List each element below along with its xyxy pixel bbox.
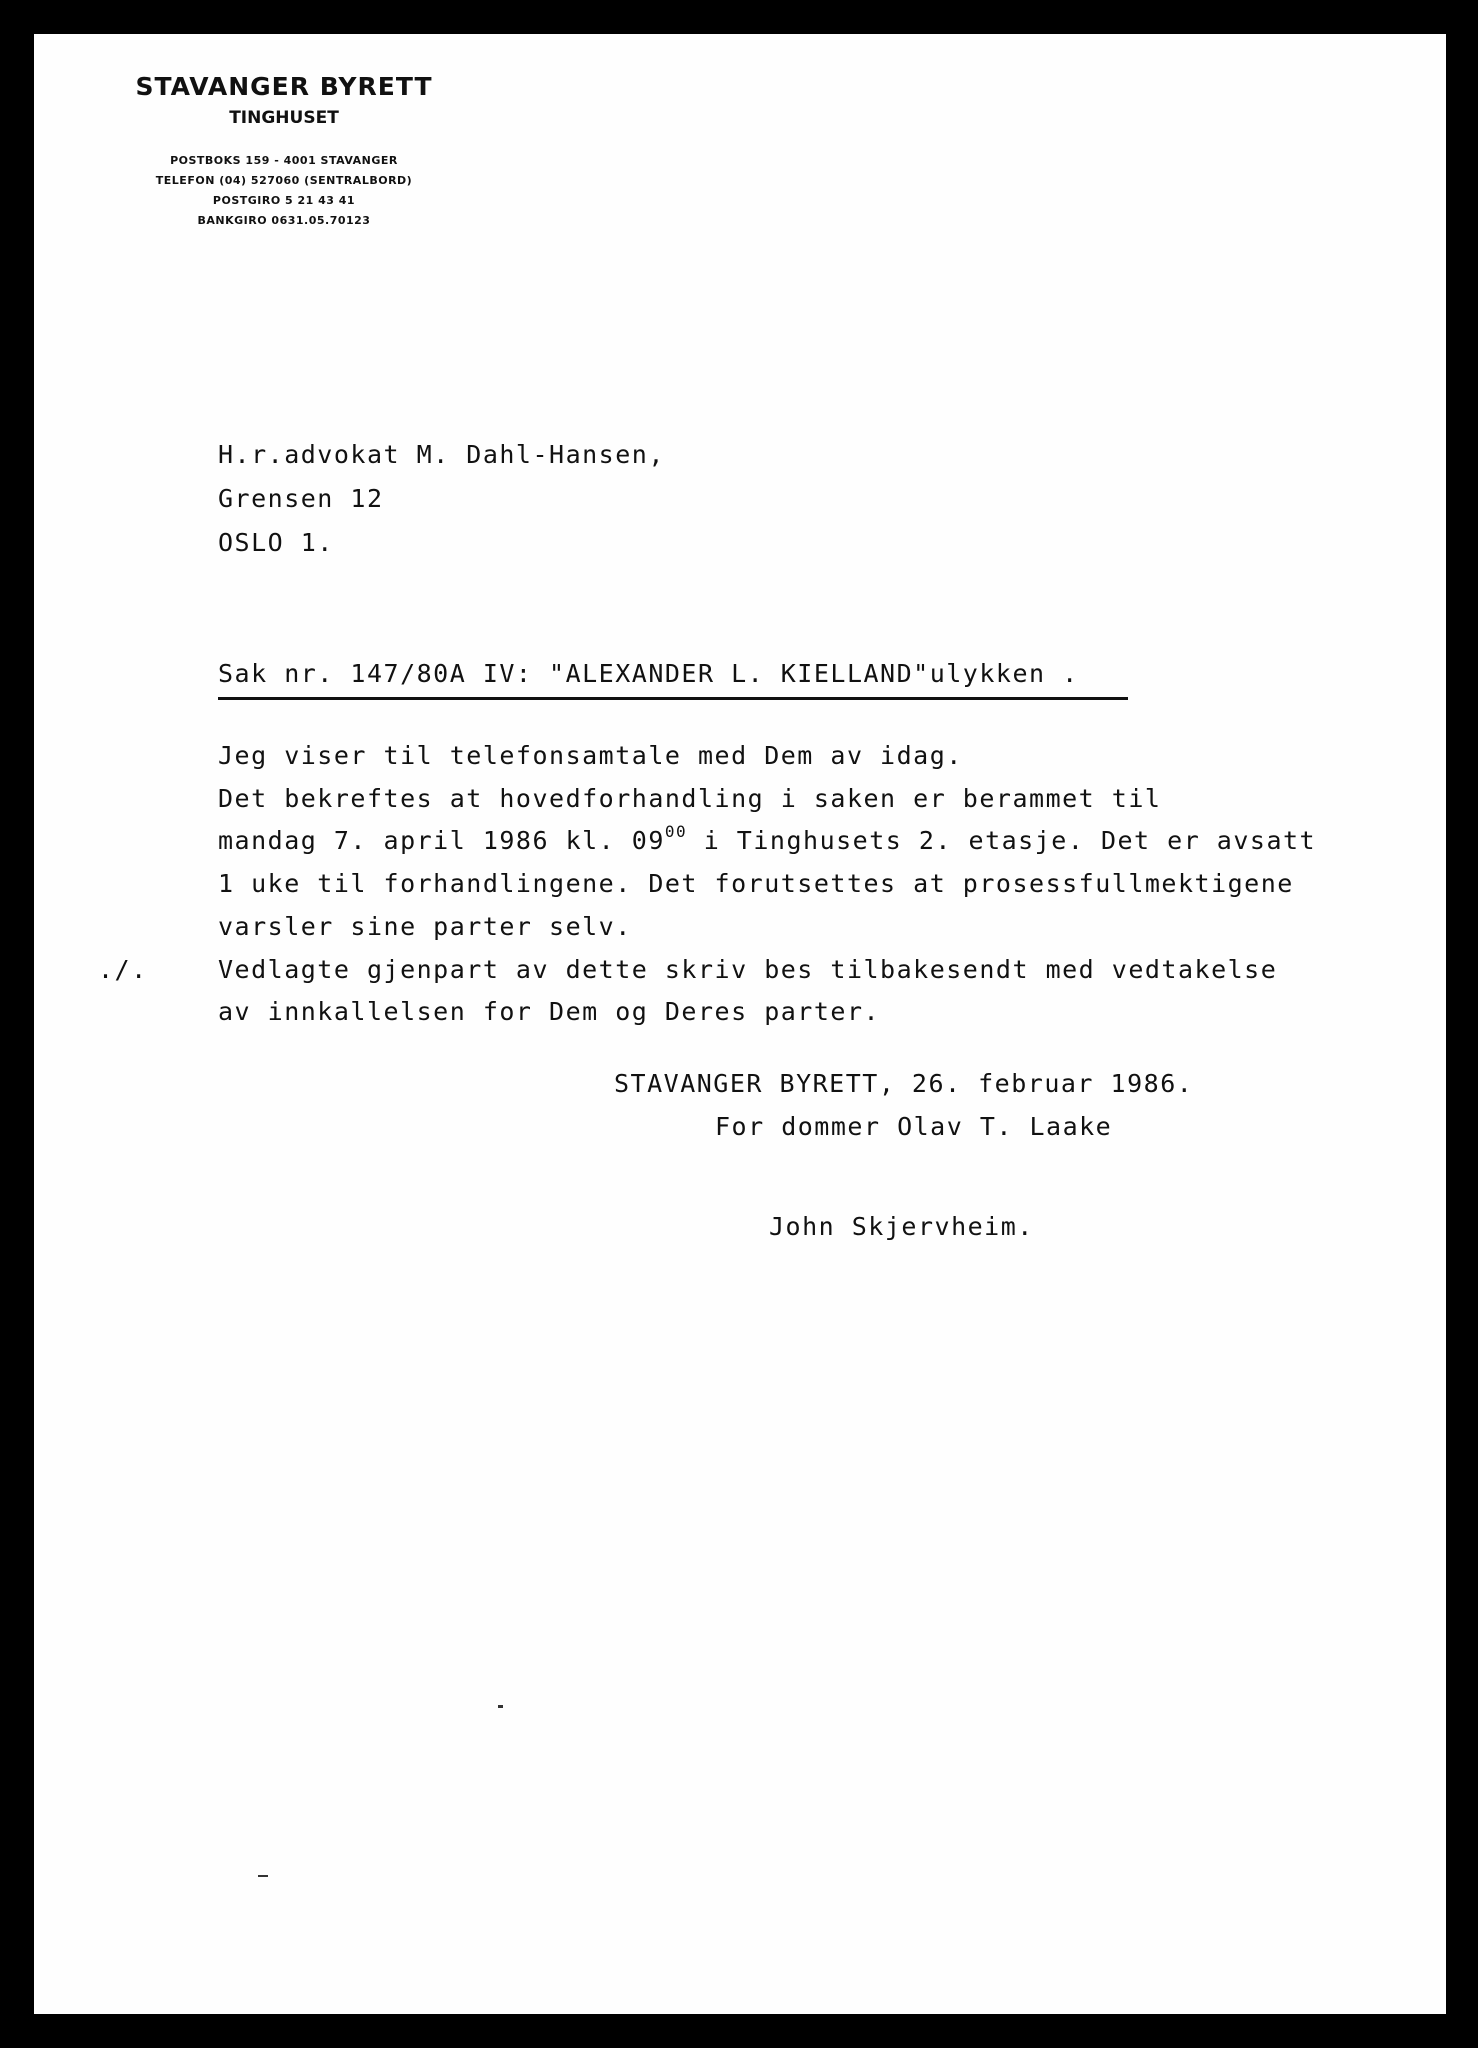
letter-page xyxy=(34,34,1446,2014)
subject-line: Sak nr. 147/80A IV: "ALEXANDER L. KIELLAND"ulykken . xyxy=(218,659,1079,688)
letterhead-bankgiro: BANKGIRO 0631.05.70123 xyxy=(197,214,371,227)
body-line-1: Jeg viser til telefonsamtale med Dem av idag. xyxy=(218,741,963,770)
letterhead-name: STAVANGER BYRETT xyxy=(135,72,433,101)
address-recipient: H.r.advokat M. Dahl-Hansen, xyxy=(218,440,665,469)
closing-place-date: STAVANGER BYRETT, 26. februar 1986. xyxy=(614,1069,1194,1098)
letterhead-postgiro: POSTGIRO 5 21 43 41 xyxy=(212,194,356,207)
letterhead-phone: TELEFON (04) 527060 (SENTRALBORD) xyxy=(155,174,413,187)
enclosure-mark: ./. xyxy=(98,955,148,984)
letterhead-subtitle: TINGHUSET xyxy=(229,108,339,128)
address-city: OSLO 1. xyxy=(218,528,334,557)
body-line-6: Vedlagte gjenpart av dette skriv bes tilbakesendt med vedtakelse xyxy=(218,955,1278,984)
time-superscript: 00 xyxy=(664,822,688,841)
body-line-3: mandag 7. april 1986 kl. $09^{00}$ i Tinghusets 2. etasje. Det er avsatt xyxy=(218,822,1317,855)
subject-underline xyxy=(218,697,1128,700)
body-line-4: 1 uke til forhandlingene. Det forutsettes at prosessfullmektigene xyxy=(218,869,1294,898)
scan-speck xyxy=(498,1705,503,1708)
address-street: Grensen 12 xyxy=(218,484,384,513)
closing-for-judge: For dommer Olav T. Laake xyxy=(715,1112,1113,1141)
letterhead-postbox: POSTBOKS 159 - 4001 STAVANGER xyxy=(170,154,398,167)
body-line-5: varsler sine parter selv. xyxy=(218,912,632,941)
closing-signatory: John Skjervheim. xyxy=(769,1212,1034,1241)
body-line-2: Det bekreftes at hovedforhandling i saken er berammet til xyxy=(218,784,1162,813)
body-line-7: av innkallelsen for Dem og Deres parter. xyxy=(218,997,881,1026)
scan-speck xyxy=(258,1875,268,1877)
